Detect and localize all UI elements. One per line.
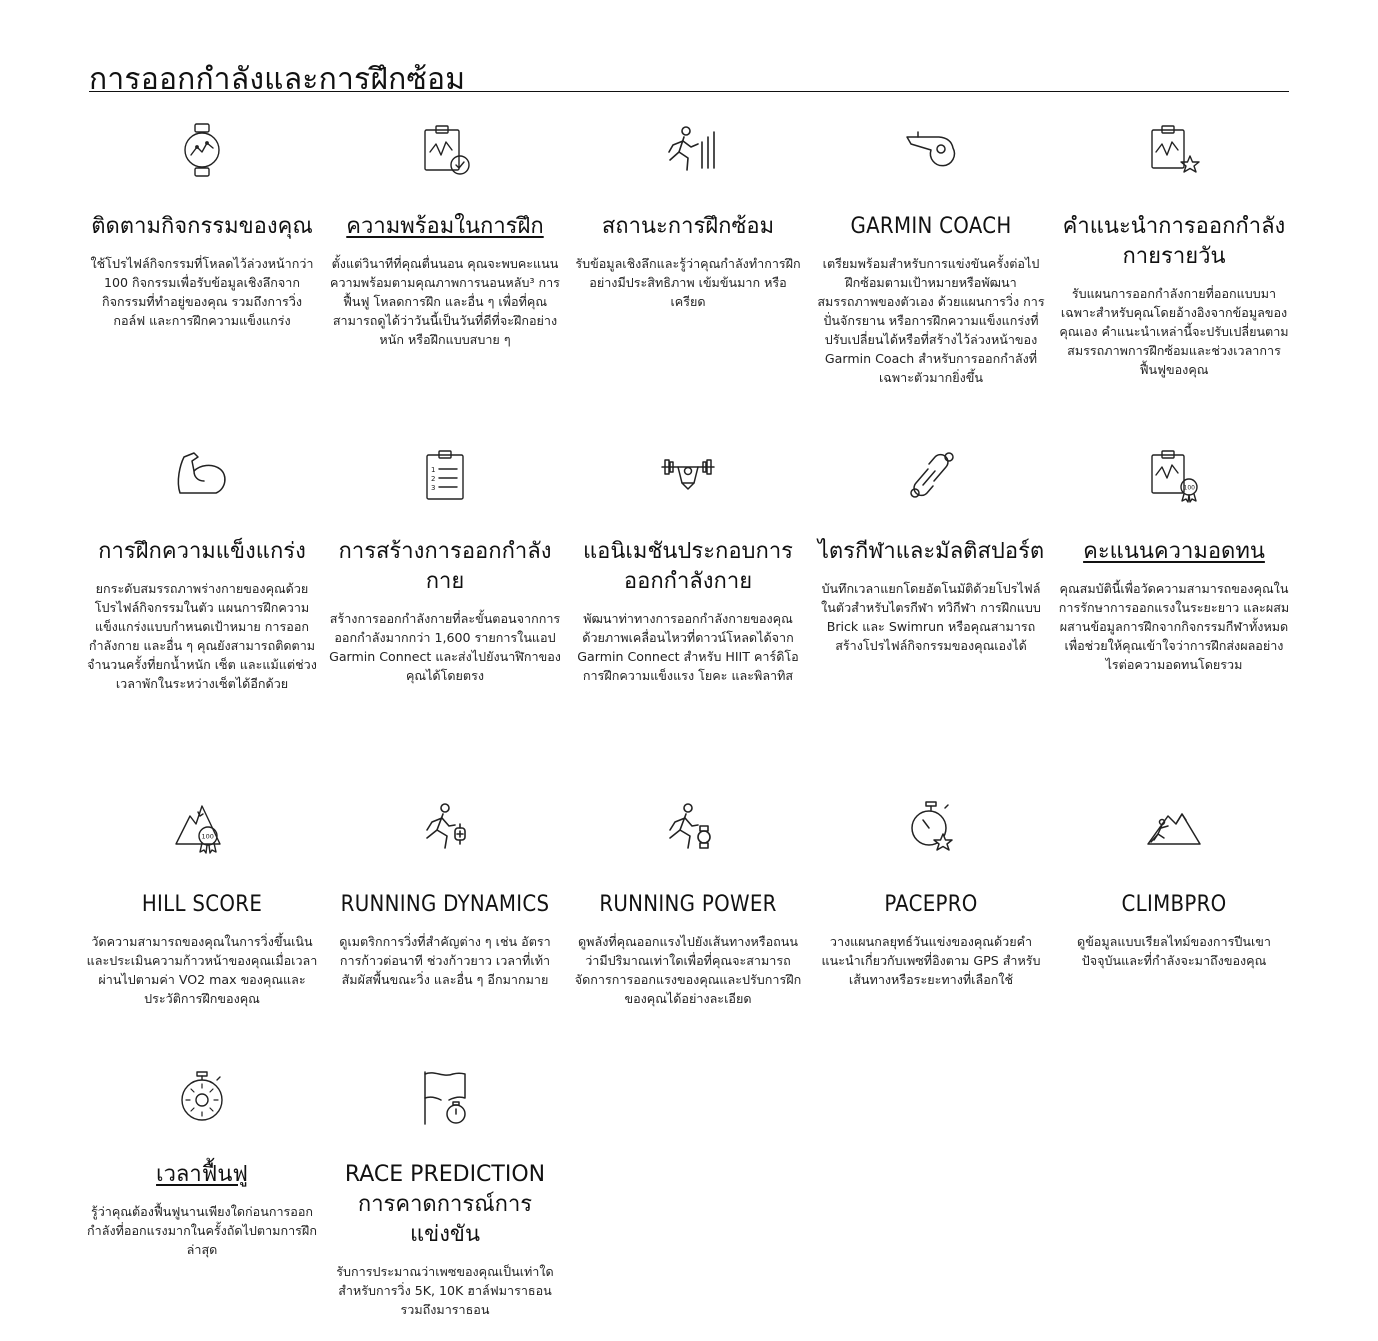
stopwatch-star-icon — [901, 798, 961, 858]
feature-title: ติดตามกิจกรรมของคุณ — [91, 214, 313, 239]
whistle-icon — [901, 120, 961, 180]
feature-title: GARMIN COACH — [850, 214, 1012, 239]
feature-pacepro — [815, 798, 1047, 989]
recovery-timer-icon — [172, 1068, 232, 1128]
feature-title: การฝึกความแข็งแกร่ง — [98, 539, 306, 564]
feature-activity-tracking — [86, 120, 318, 330]
feature-description: รับข้อมูลเชิงลึกและรู้ว่าคุณกำลังทำการฝึกอย่างมีประสิทธิภาพ เข้มข้นมาก หรือเครียด — [575, 256, 801, 309]
feature-description: ใช้โปรไฟล์กิจกรรมที่โหลดไว้ล่วงหน้ากว่า 100 กิจกรรมเพื่อรับข้อมูลเชิงลึกจากกิจกรรมที่ทำอยู่ของคุณ รวมถึงการวิ่ง กอล์ฟ และการฝึกความแข็งแกร่ง — [90, 256, 314, 328]
feature-title: การสร้างการออกกำลังกาย — [338, 539, 552, 594]
clipboard-star-icon — [1144, 120, 1204, 180]
feature-endurance-score — [1058, 445, 1290, 674]
feature-title: RUNNING DYNAMICS — [340, 892, 550, 917]
feature-description: รับการประมาณว่าเพซของคุณเป็นเท่าใดสำหรับการวิ่ง 5K, 10K ฮาล์ฟมาราธอน รวมถึงมาราธอน — [336, 1264, 554, 1317]
section-divider — [89, 91, 1289, 92]
recovery-time-link[interactable]: เวลาฟื้นฟู — [156, 1162, 248, 1187]
feature-title: RACE PREDICTION การคาดการณ์การแข่งขัน — [344, 1162, 546, 1247]
feature-recovery-time — [86, 1068, 318, 1259]
feature-garmin-coach — [815, 120, 1047, 387]
svg-text:3: 3 — [431, 484, 436, 492]
mountain-badge-icon — [172, 798, 232, 858]
svg-text:1: 1 — [431, 466, 436, 474]
runner-speed-icon — [658, 120, 718, 180]
runner-watch-icon — [658, 798, 718, 858]
feature-training-status — [572, 120, 804, 311]
feature-title: คำแนะนำการออกกำลังกายรายวัน — [1062, 214, 1286, 269]
feature-description: ดูพลังที่คุณออกแรงไปยังเส้นทางหรือถนนว่ามีปริมาณเท่าใดเพื่อที่คุณจะสามารถจัดการการออกแรงของคุณและปรับการฝึกของคุณได้อย่างละเอียด — [574, 934, 802, 1006]
feature-description: ดูเมตริกการวิ่งที่สำคัญต่าง ๆ เช่น อัตราการก้าวต่อนาที ช่วงก้าวยาว เวลาที่เท้าสัมผัสพื้นขณะวิ่ง และอื่น ๆ อีกมากมาย — [339, 934, 551, 987]
endurance-score-link[interactable]: คะแนนความอดทน — [1083, 539, 1265, 564]
feature-description: ตั้งแต่วินาทีที่คุณตื่นนอน คุณจะพบคะแนนความพร้อมตามคุณภาพการนอนหลับ³ การฟื้นฟู โหลดการฝึก และอื่น ๆ เพื่อที่คุณสามารถดูได้ว่าวันนี้เป็นวันที่ดีที่จะฝึกอย่างหนัก หรือฝึกแบบสบาย ๆ — [330, 256, 560, 347]
feature-description: สร้างการออกกำลังกายที่ละขั้นตอนจากการออกกำลังมากกว่า 1,600 รายการในแอป Garmin Connect และส่งไปยังนาฬิกาของคุณได้โดยตรง — [329, 611, 561, 683]
clipboard-list-icon — [415, 445, 475, 505]
clipboard-badge-icon — [1144, 445, 1204, 505]
feature-description: ดูข้อมูลแบบเรียลไทม์ของการปีนเขาปัจจุบันและที่กำลังจะมาถึงของคุณ — [1077, 934, 1271, 968]
training-readiness-link[interactable]: ความพร้อมในการฝึก — [346, 214, 544, 239]
feature-strength-training — [86, 445, 318, 693]
feature-climbpro — [1058, 798, 1290, 970]
feature-description: วางแผนกลยุทธ์วันแข่งของคุณด้วยคำแนะนำเกี่ยวกับเพซที่อิงตาม GPS สำหรับเส้นทางหรือระยะทางที่เลือกใช้ — [821, 934, 1041, 987]
feature-description: คุณสมบัตินี้เพื่อวัดความสามารถของคุณในการรักษาการออกแรงในระยะยาว และผสมผสานข้อมูลการฝึกจากกิจกรรมกีฬาทั้งหมด เพื่อช่วยให้คุณเข้าใจว่าการฝึกส่งผลอย่างไรต่อความอดทนโดยรวม — [1058, 581, 1290, 672]
feature-title: RUNNING POWER — [599, 892, 777, 917]
svg-text:2: 2 — [431, 475, 436, 483]
feature-race-prediction — [329, 1068, 561, 1319]
feature-title: HILL SCORE — [141, 892, 263, 917]
flag-stopwatch-icon — [415, 1068, 475, 1128]
feature-description: เตรียมพร้อมสำหรับการแข่งขันครั้งต่อไป ฝึกซ้อมตามเป้าหมายหรือพัฒนาสมรรถภาพของตัวเอง ด้วยแผนการวิ่ง การปั่นจักรยาน หรือการฝึกความแข็งแกร่งที่ปรับเปลี่ยนได้หรือที่สร้างไว้ล่วงหน้าของ Garmin Coach สำหรับการออกกำลังที่เฉพาะตัวมากยิ่งขึ้น — [817, 256, 1045, 385]
feature-training-readiness — [329, 120, 561, 349]
feature-description: วัดความสามารถของคุณในการวิ่งขึ้นเนินและประเมินความก้าวหน้าของคุณเมื่อเวลาผ่านไปตามค่า VO2 max ของคุณและประวัติการฝึกของคุณ — [86, 934, 318, 1006]
feature-animated-workouts — [572, 445, 804, 685]
svg-text:100: 100 — [1183, 484, 1195, 492]
feature-description: รับแผนการออกกำลังกายที่ออกแบบมาเฉพาะสำหรับคุณโดยอ้างอิงจากข้อมูลของคุณเอง คำแนะนำเหล่านี้จะปรับเปลี่ยนตามสมรรถภาพการฝึกซ้อมและช่วงเวลาการฟื้นฟูของคุณ — [1059, 286, 1289, 377]
feature-workout-creation — [329, 445, 561, 685]
mountain-climber-icon — [1144, 798, 1204, 858]
feature-description: รู้ว่าคุณต้องฟื้นฟูนานเพียงใดก่อนการออกกำลังที่ออกแรงมากในครั้งถัดไปตามการฝึกล่าสุด — [87, 1204, 317, 1257]
chain-links-icon — [901, 445, 961, 505]
clipboard-check-icon — [415, 120, 475, 180]
feature-triathlon-multisport — [815, 445, 1047, 655]
feature-title: สถานะการฝึกซ้อม — [601, 214, 775, 239]
svg-text:100: 100 — [201, 832, 214, 841]
watch-icon — [172, 120, 232, 180]
feature-running-power — [572, 798, 804, 1008]
feature-daily-suggested-workouts — [1058, 120, 1290, 379]
feature-description: บันทึกเวลาแยกโดยอัตโนมัติด้วยโปรไฟล์ในตัวสำหรับไตรกีฬา ทวิกีฬา การฝึกแบบ Brick และ Swimrun หรือคุณสามารถสร้างโปรไฟล์กิจกรรมของคุณเองได้ — [821, 581, 1041, 653]
feature-description: พัฒนาท่าทางการออกกำลังกายของคุณด้วยภาพเคลื่อนไหวที่ดาวน์โหลดได้จาก Garmin Connect สำหรับ HIIT คาร์ดิโอ การฝึกความแข็งแรง โยคะ และพิลาทิส — [577, 611, 799, 683]
feature-title: แอนิเมชันประกอบการออกกำลังกาย — [582, 539, 793, 594]
feature-title: ไตรกีฬาและมัลติสปอร์ต — [817, 539, 1045, 564]
feature-running-dynamics — [329, 798, 561, 989]
feature-hill-score — [86, 798, 318, 1008]
weightlifting-icon — [658, 445, 718, 505]
bicep-icon — [172, 445, 232, 505]
feature-title: PACEPRO — [884, 892, 978, 917]
feature-description: ยกระดับสมรรถภาพร่างกายของคุณด้วยโปรไฟล์กิจกรรมในตัว แผนการฝึกความแข็งแกร่งแบบกำหนดเป้าหมาย การออกกำลังกาย และอื่น ๆ คุณยังสามารถติดตามจำนวนครั้งที่ยกน้ำหนัก เซ็ต และแม้แต่ช่วงเวลาพักในระหว่างเซ็ตได้อีกด้วย — [87, 581, 317, 691]
section-title: การออกกำลังและการฝึกซ้อม — [89, 62, 466, 97]
feature-title: CLIMBPRO — [1121, 892, 1227, 917]
runner-sensor-icon — [415, 798, 475, 858]
